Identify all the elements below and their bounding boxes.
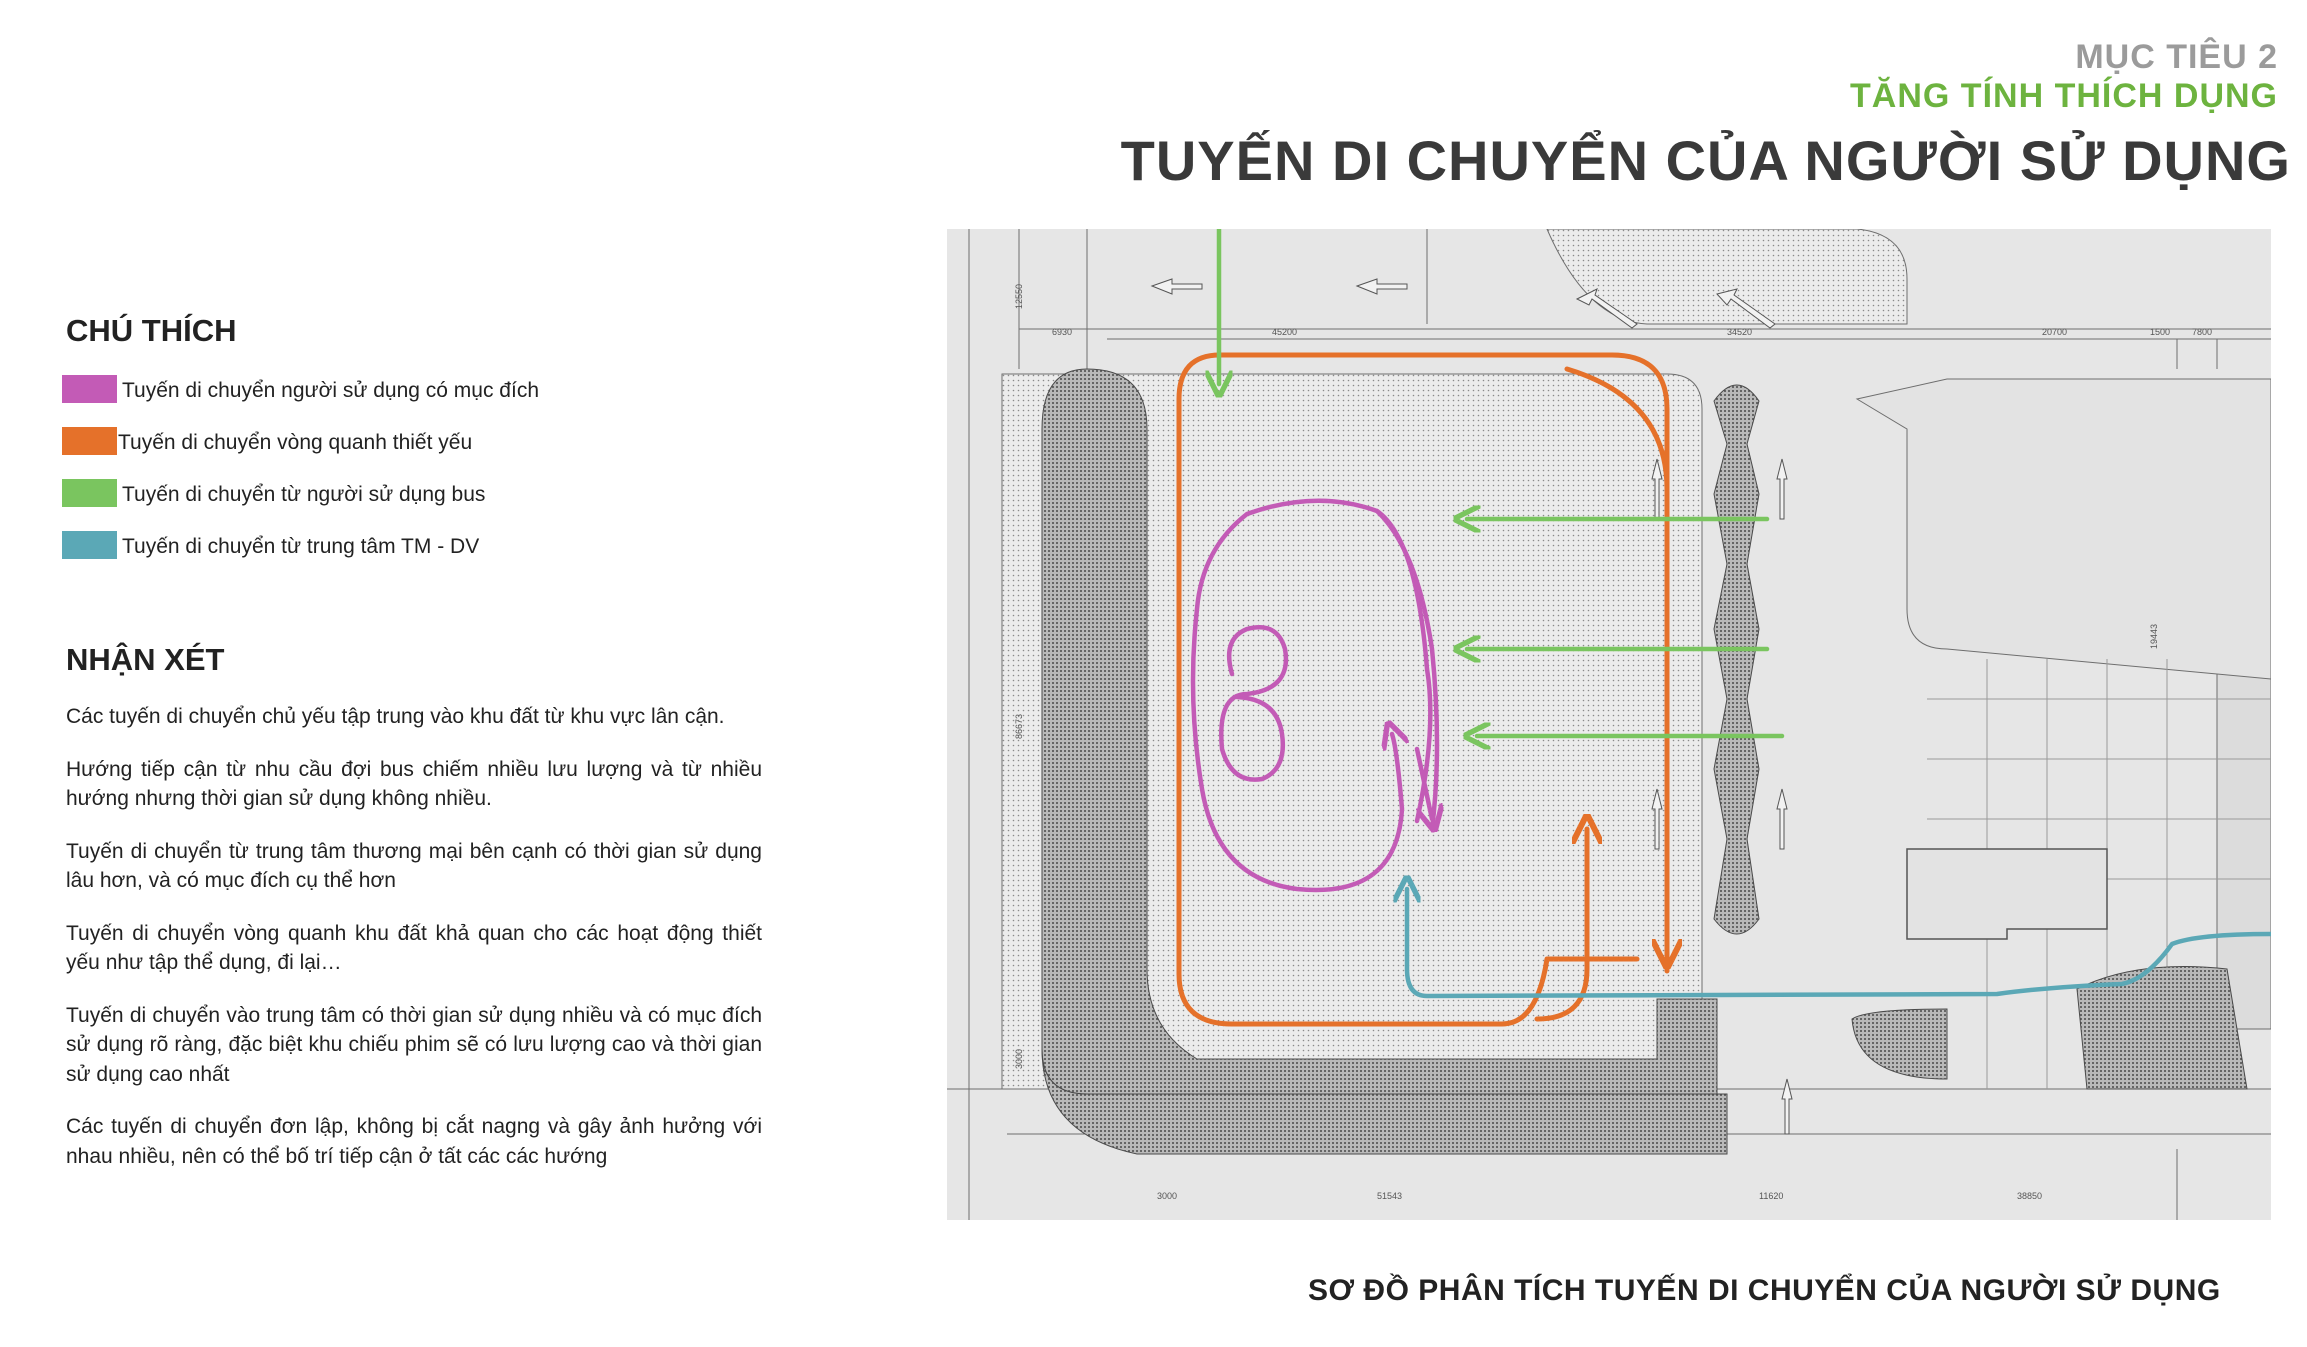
dimension-label: 34520 <box>1727 327 1753 337</box>
commercial-center <box>1857 379 2271 679</box>
dimension-label: 1500 <box>2150 327 2171 337</box>
legend-swatch-orange <box>62 427 117 455</box>
diagram-caption: SƠ ĐỒ PHÂN TÍCH TUYẾN DI CHUYỂN CỦA NGƯỜI SỬ DỤNG <box>1308 1274 2221 1307</box>
dimension-label: 6930 <box>1052 327 1073 337</box>
dimension-label: 51543 <box>1377 1191 1403 1201</box>
dimension-label: 19443 <box>2149 623 2159 649</box>
dimension-label: 3000 <box>1157 1191 1178 1201</box>
legend-label: Tuyến di chuyển từ người sử dụng bus <box>122 483 486 506</box>
kiosk-block <box>1907 849 2107 939</box>
comment-paragraph: Tuyến di chuyển vòng quanh khu đất khả quan cho các hoạt động thiết yếu như tập thể dụng, đi lại… <box>66 921 762 974</box>
dimension-label: 11620 <box>1759 1191 1784 1201</box>
goal-subtitle: TĂNG TÍNH THÍCH DỤNG <box>1850 77 2278 115</box>
legend-title: CHÚ THÍCH <box>66 313 237 348</box>
dimension-label: 12550 <box>1014 283 1024 309</box>
goal-label: MỤC TIÊU 2 <box>2075 38 2278 76</box>
comment-paragraph: Hướng tiếp cận từ nhu cầu đợi bus chiếm nhiều lưu lượng và từ nhiều hướng nhưng thời gian sử dụng không nhiều. <box>66 757 762 810</box>
comment-paragraph: Các tuyến di chuyển đơn lập, không bị cắt nagng và gây ảnh hưởng với nhau nhiều, nên có thể bố trí tiếp cận ở tất các các hướng <box>66 1115 762 1168</box>
legend-label: Tuyến di chuyển từ trung tâm TM - DV <box>122 535 480 558</box>
legend-label: Tuyến di chuyển người sử dụng có mục đích <box>122 379 539 402</box>
site-plan <box>947 229 2271 1220</box>
legend-swatch-teal <box>62 531 117 559</box>
comment-paragraph: Tuyến di chuyển vào trung tâm có thời gian sử dụng nhiều và có mục đích sử dụng rõ ràng, đặc biệt khu chiếu phim sẽ có lưu lượng cao và thời gian sử dụng cao nhất <box>66 1003 762 1086</box>
dimension-label: 38850 <box>2017 1191 2043 1201</box>
dimension-label: 86673 <box>1014 713 1024 739</box>
legend-swatch-purple <box>62 375 117 403</box>
dimension-label: 3000 <box>1014 1048 1024 1069</box>
legend-label: Tuyến di chuyển vòng quanh thiết yếu <box>118 431 473 454</box>
page-title: TUYẾN DI CHUYỂN CỦA NGƯỜI SỬ DỤNG <box>1120 129 2291 192</box>
comment-paragraph: Tuyến di chuyển từ trung tâm thương mại bên cạnh có thời gian sử dụng lâu hơn, và có mục đích cụ thể hơn <box>66 839 762 892</box>
comment-paragraph: Các tuyến di chuyển chủ yếu tập trung vào khu đất từ khu vực lân cận. <box>66 705 725 728</box>
comments <box>66 702 762 1194</box>
dimension-label: 20700 <box>2042 327 2068 337</box>
legend-swatch-green <box>62 479 117 507</box>
dimension-label: 45200 <box>1272 327 1298 337</box>
dimension-label: 7800 <box>2192 327 2213 337</box>
comments-title: NHẬN XÉT <box>66 642 225 677</box>
